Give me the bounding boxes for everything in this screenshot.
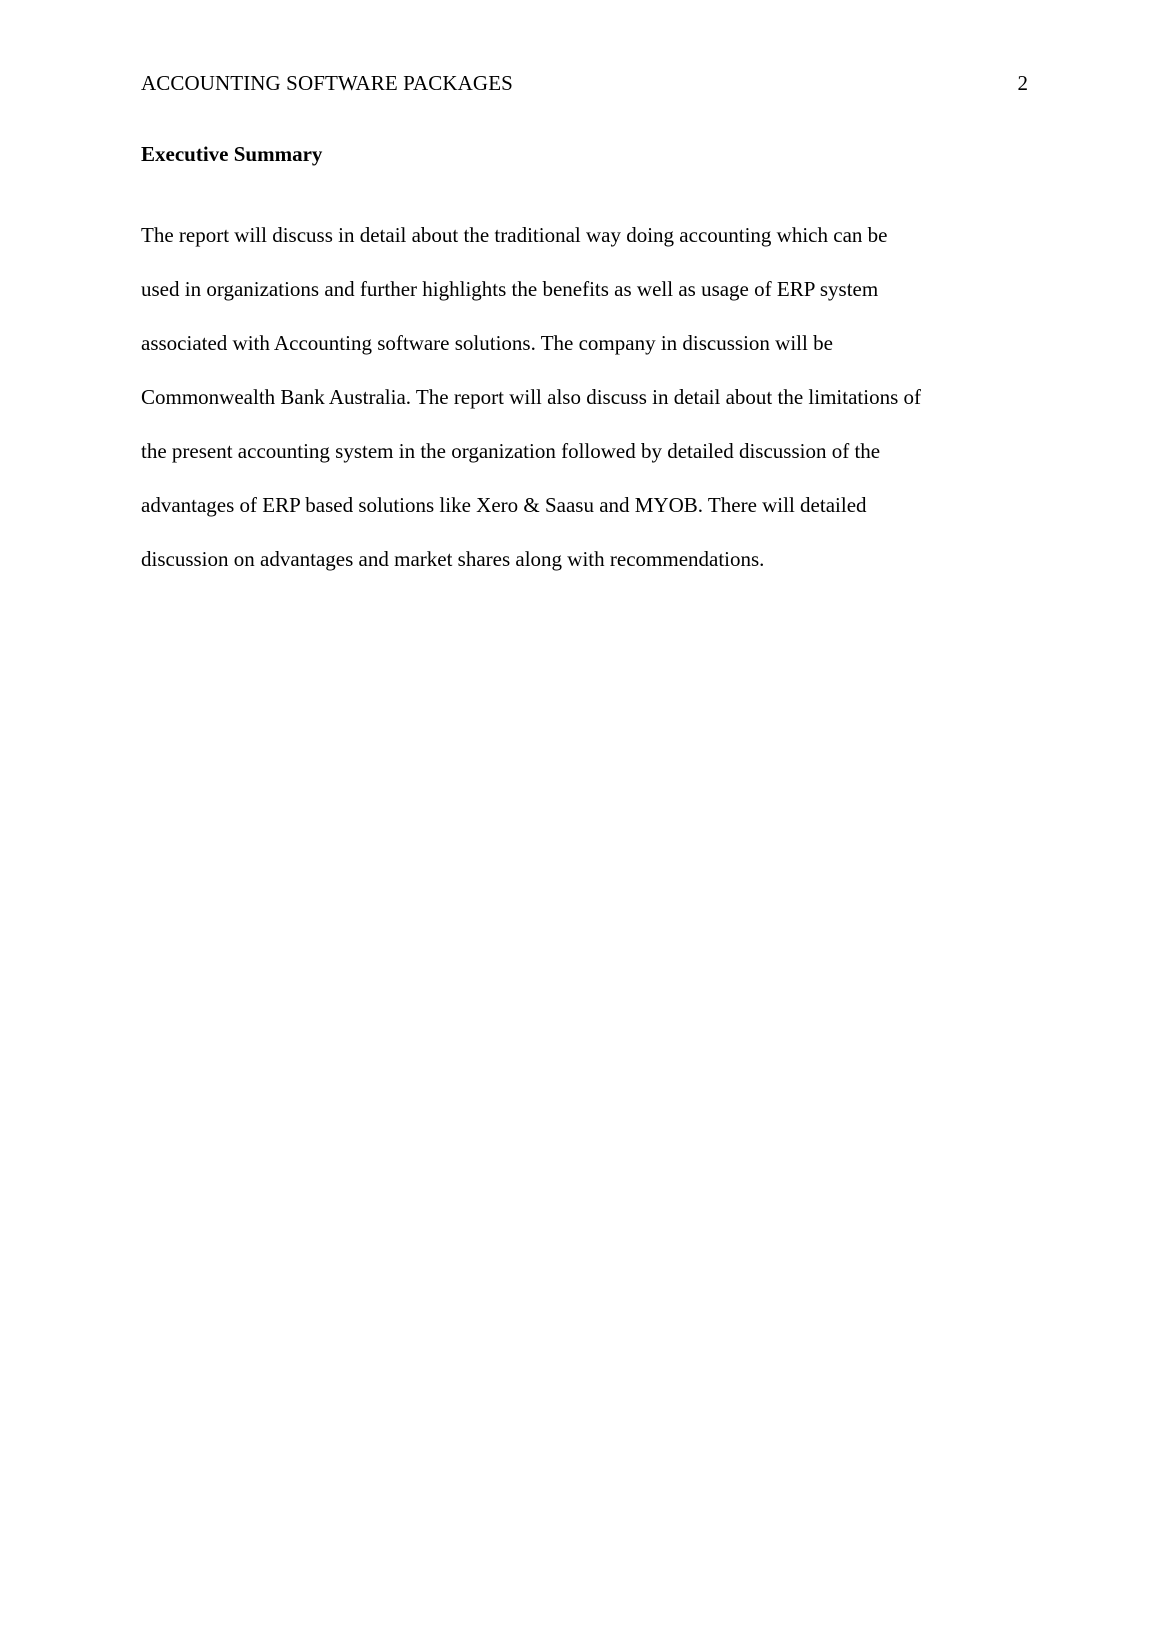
section-heading: Executive Summary — [141, 142, 323, 166]
paragraph-line: Commonwealth Bank Australia. The report will also discuss in detail about the limitations of — [141, 385, 921, 409]
paragraph-line: discussion on advantages and market shares along with recommendations. — [141, 547, 765, 571]
paragraph-line: associated with Accounting software solutions. The company in discussion will be — [141, 331, 833, 355]
running-head: ACCOUNTING SOFTWARE PACKAGES — [141, 71, 513, 95]
paragraph-line: the present accounting system in the organization followed by detailed discussion of the — [141, 439, 881, 463]
paragraph-line: used in organizations and further highlights the benefits as well as usage of ERP system — [141, 277, 879, 301]
page-number: 2 — [1017, 71, 1028, 95]
paragraph-line: The report will discuss in detail about the traditional way doing accounting which can be — [141, 223, 888, 247]
paragraph-line: advantages of ERP based solutions like Xero & Saasu and MYOB. There will detailed — [141, 493, 867, 517]
executive-summary-paragraph — [141, 220, 1021, 598]
